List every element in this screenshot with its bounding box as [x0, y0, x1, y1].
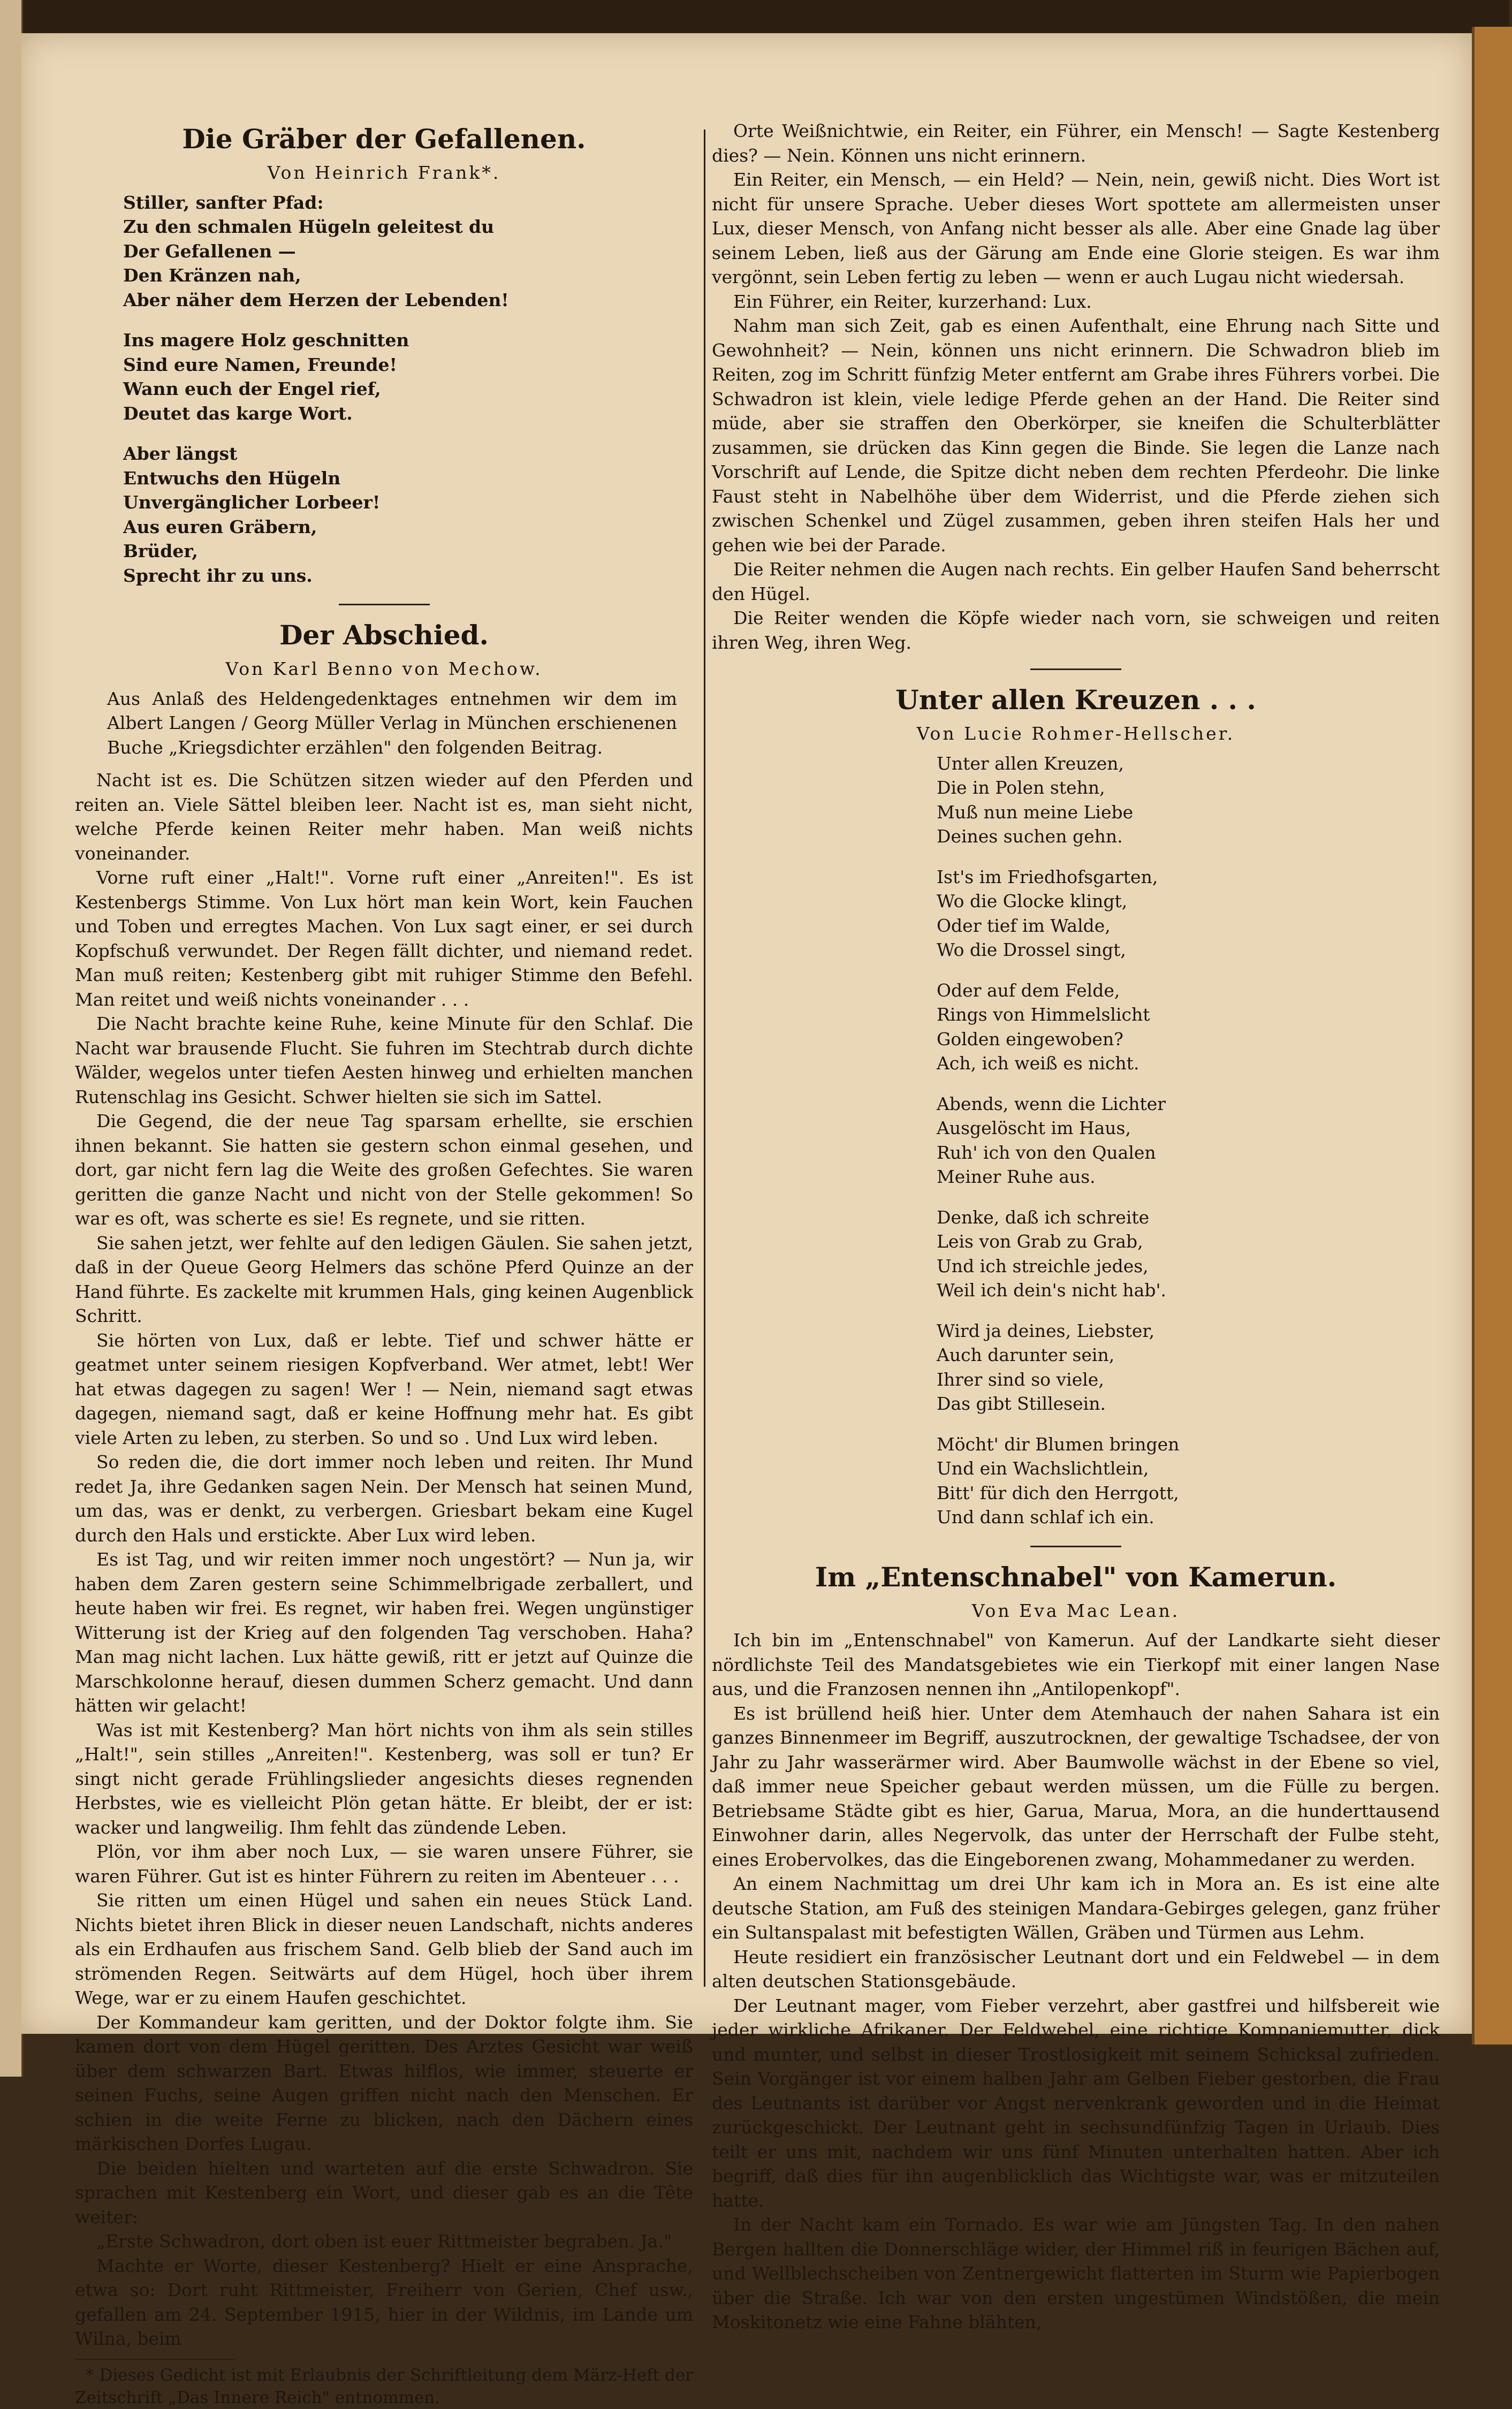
paragraph: Der Leutnant mager, vom Fieber verzehrt, aber gastfrei und hilfsbereit wie jeder wirkliche Afrikaner. Der Feldwebel, eine richtige Kompaniemutter, dick und munter, und selbst in dieser Trostlosigkeit mit seinem Schicksal zufrieden. Sein Vorgänger ist vor einem halben Jahr am Gelben Fieber gestorben, die Frau des Leutnants ist darüber vor Angst nervenkrank geworden und in die Heimat zurückgeschickt. Der Leutnant geht in sechsundfünfzig Tagen in Urlaub. Dies teilt er uns mit, nachdem wir uns fünf Minuten unterhalten hatten. Aber ich begriff, daß dies für ihn augenblicklich das Wichtigste war, was er mitzuteilen hatte.	[712, 1995, 1440, 2211]
poem-graeber	[75, 191, 693, 588]
poem-verse: Ihrer sind so viele,	[937, 1369, 1104, 1390]
poem-verse: Auch darunter sein,	[937, 1344, 1115, 1365]
paragraph: Vorne ruft einer „Halt!". Vorne ruft einer „Anreiten!". Es ist Kestenbergs Stimme. Von Lux hört man kein Wort, kein Fauchen und Toben und erregtes Machen. Von Lux sagt einer, er sei durch Kopfschuß verwundet. Der Regen fällt dichter, und niemand redet. Man muß reiten; Kestenberg gibt mit ruhiger Stimme den Befehl. Man reitet und weiß nichts voneinander . . .	[75, 867, 693, 1010]
poem-stanza	[75, 191, 693, 313]
poem-verse: Entwuchs den Hügeln	[123, 467, 341, 489]
poem-verse: Sprecht ihr zu uns.	[123, 565, 313, 586]
poem-verse: Aber längst	[123, 443, 238, 464]
poem-verse: Leis von Grab zu Grab,	[937, 1231, 1143, 1252]
paragraph: Die Reiter wenden die Köpfe wieder nach vorn, sie schweigen und reiten ihren Weg, ihren Weg.	[712, 607, 1440, 653]
poem-verse: Weil ich dein's nicht hab'.	[937, 1280, 1166, 1301]
poem-stanza	[712, 1205, 1440, 1303]
poem-stanza	[75, 442, 693, 588]
poem-stanza	[712, 1092, 1440, 1189]
poem-verse: Zu den schmalen Hügeln geleitest du	[123, 216, 495, 237]
article-intro: Aus Anlaß des Heldengedenktages entnehmen wir dem im Albert Langen / Georg Müller Verlag in München erschienenen Buche „Kriegsdichter erzählen" den folgenden Beitrag.	[107, 688, 677, 758]
poem-verse: Ist's im Friedhofsgarten,	[937, 866, 1158, 887]
poem-verse: Wo die Glocke klingt,	[937, 891, 1128, 911]
poem-verse: Oder auf dem Felde,	[937, 979, 1120, 1001]
paragraph: Orte Weißnichtwie, ein Reiter, ein Führer, ein Mensch! — Sagte Kestenberg dies? — Nein. Können uns nicht erinnern.	[712, 120, 1440, 166]
footnote: * Dieses Gedicht ist mit Erlaubnis der Schriftleitung dem März-Heft der Zeitschrift „Das Innere Reich" entnommen.	[75, 2365, 693, 2407]
article-byline-mechow: Von Karl Benno von Mechow.	[225, 658, 543, 679]
paragraph: Die Reiter nehmen die Augen nach rechts. Ein gelber Haufen Sand beherrscht den Hügel.	[712, 559, 1440, 604]
poem-stanza	[712, 1432, 1440, 1530]
poem-verse: Das gibt Stillesein.	[937, 1393, 1106, 1414]
article-title-kreuzen: Unter allen Kreuzen . . .	[895, 684, 1256, 716]
poem-stanza	[712, 751, 1440, 849]
paragraph: Ich bin im „Entenschnabel" von Kamerun. Auf der Landkarte sieht dieser nördlichste Teil des Mandatsgebietes wie ein Tierkopf mit einer langen Nase aus, und die Franzosen nennen ihn „Antilopenkopf".	[712, 1630, 1440, 1699]
poem-verse: Und dann schlaf ich ein.	[937, 1507, 1154, 1528]
poem-verse: Oder tief im Walde,	[937, 915, 1111, 936]
footnote-rule	[75, 2359, 235, 2360]
poem-verse: Der Gefallenen —	[123, 240, 296, 262]
paragraph: Heute residiert ein französischer Leutnant dort und ein Feldwebel — in dem alten deutschen Stationsgebäude.	[712, 1946, 1440, 1992]
poem-verse: Deines suchen gehn.	[937, 826, 1123, 847]
article-byline-maclean: Von Eva Mac Lean.	[971, 1600, 1180, 1621]
poem-verse: Bitt' für dich den Herrgott,	[937, 1482, 1179, 1503]
poem-kreuzen	[712, 751, 1440, 1530]
paragraph: „Erste Schwadron, dort oben ist euer Rittmeister begraben. Ja."	[96, 2231, 672, 2252]
poem-stanza	[75, 328, 693, 425]
paragraph: Es ist Tag, und wir reiten immer noch ungestört? — Nun ja, wir haben dem Zaren gestern seine Schimmelbrigade zerballert, und heute haben wir frei. Es regnet, wir haben frei. Wegen ungünstiger Witterung ist der Krieg auf den folgenden Tag verschoben. Haha? Man mag nicht lachen. Lux hätte gewiß, ritt er jetzt auf Quinze die Marschkolonne herauf, diesen dummen Scherz gemacht. Und dann hätten wir gelacht!	[75, 1549, 693, 1716]
newspaper-page	[21, 33, 1472, 2407]
scan-background-top	[0, 0, 1509, 33]
article-separator	[1030, 1546, 1121, 1547]
paragraph: Die Gegend, die der neue Tag sparsam erhellte, sie erschien ihnen bekannt. Sie hatten sie gestern schon einmal gesehen, und dort, gar nicht fern lag die Weite des großen Gefechtes. Sie waren geritten die ganze Nacht und nicht von der Stelle gekommen! So war es oft, was scherte es sie! Es regnete, und sie ritten.	[75, 1111, 693, 1229]
poem-verse: Rings von Himmelslicht	[937, 1004, 1150, 1025]
poem-verse: Möcht' dir Blumen bringen	[937, 1433, 1180, 1455]
poem-verse: Den Kränzen nah,	[123, 265, 301, 286]
paragraph: Ein Reiter, ein Mensch, — ein Held? — Nein, nein, gewiß nicht. Dies Wort ist nicht für unsere Sprache. Ueber dieses Wort spottete am allermeisten unser Lux, dieser Mensch, von Anfang nicht besser als alle. Aber eine Gnade lag über seinem Leben, ließ aus der Gärung am Ende eine Glorie steigen. Es war ihm vergönnt, sein Leben fertig zu leben — wenn er auch Lugau nicht wiedersah.	[712, 169, 1440, 287]
poem-verse: Ausgelöscht im Haus,	[937, 1118, 1131, 1138]
poem-verse: Und ein Wachslichtlein,	[937, 1458, 1149, 1479]
left-column	[75, 119, 693, 2407]
poem-verse: Sind eure Namen, Freunde!	[123, 354, 397, 375]
poem-verse: Deutet das karge Wort.	[123, 402, 353, 424]
paragraph: Ein Führer, ein Reiter, kurzerhand: Lux.	[733, 291, 1092, 312]
paragraph: Der Kommandeur kam geritten, und der Doktor folgte ihm. Sie kamen dort von dem Hügel geritten. Des Arztes Gesicht war weiß über dem schwarzen Bart. Etwas hilflos, wie immer, steuerte er seinen Fuchs, seine Augen griffen nicht nach den Menschen. Er schien in die weite Ferne zu blicken, nach den Dächern eines märkischen Dorfes Lugau.	[75, 2011, 693, 2154]
previous-page-edge	[0, 0, 23, 2077]
poem-verse: Unter allen Kreuzen,	[937, 753, 1124, 774]
paragraph: Nacht ist es. Die Schützen sitzen wieder auf den Pferden und reiten an. Viele Sättel bleiben leer. Nacht ist es, man sieht nicht, welche Pferde keinen Reiter mehr haben. Man weiß nichts voneinander.	[75, 770, 693, 864]
poem-verse: Aber näher dem Herzen der Lebenden!	[123, 289, 509, 310]
poem-verse: Die in Polen stehn,	[937, 777, 1105, 798]
paragraph: Die Nacht brachte keine Ruhe, keine Minute für den Schlaf. Die Nacht war brausende Flucht. Sie fuhren im Stechtrab durch dichte Wälder, wegelos unter tiefen Aesten hinweg und erhielten manchen Rutenschlag ins Gesicht. Schwer hielten sie sich im Sattel.	[75, 1013, 693, 1107]
column-rule	[704, 130, 705, 1987]
poem-verse: Wird ja deines, Liebster,	[937, 1320, 1155, 1341]
poem-stanza	[712, 1319, 1440, 1416]
article-separator	[339, 604, 430, 605]
article-title-abschied: Der Abschied.	[279, 619, 489, 651]
paragraph: Sie ritten um einen Hügel und sahen ein neues Stück Land. Nichts bietet ihren Blick in dieser neuen Landschaft, nichts anderes als ein Erdhaufen aus frischem Sand. Gelb blieb der Sand auch im strömenden Regen. Seitwärts auf dem Hügel, hoch über ihrem Wege, war er zu einem Haufen geschichtet.	[75, 1890, 693, 2008]
poem-stanza	[712, 865, 1440, 962]
poem-verse: Ach, ich weiß es nicht.	[937, 1053, 1139, 1074]
poem-verse: Unvergänglicher Lorbeer!	[123, 492, 381, 513]
paragraph: Sie hörten von Lux, daß er lebte. Tief und schwer hätte er geatmet unter seinem riesigen Kopfverband. Wer atmet, lebt! Wer hat etwas dagegen zu sagen! Wer ! — Nein, niemand sagt etwas dagegen, niemand sagt, daß er keine Hoffnung mehr hat. Es gibt viele Arten zu leben, zu sterben. So und so . Und Lux wird leben.	[75, 1329, 693, 1448]
paragraph: Machte er Worte, dieser Kestenberg? Hielt er eine Ansprache, etwa so: Dort ruht Rittmeister, Freiherr von Gerien, Chef usw., gefallen am 24. September 1915, hier in der Wildnis, im Lande um Wilna, beim	[75, 2255, 693, 2349]
poem-verse: Muß nun meine Liebe	[937, 801, 1134, 823]
poem-verse: Meiner Ruhe aus.	[937, 1166, 1096, 1187]
poem-verse: Wann euch der Engel rief,	[123, 378, 381, 399]
article-byline-rohmer: Von Lucie Rohmer-Hellscher.	[916, 723, 1235, 744]
paragraph: In der Nacht kam ein Tornado. Es war wie am Jüngsten Tag. In den nahen Bergen hallten die Donnerschläge wider, der Himmel riß in feurigen Bächen auf, und Wellblechscheiben von Zentnergewicht flatterten im Sturm wie Papierbogen über die Straße. Ich war von den ersten ungestümen Windstößen, die mein Moskitonetz wie eine Fahne blähten,	[712, 2214, 1440, 2332]
article-separator	[1030, 668, 1121, 670]
poem-verse: Und ich streichle jedes,	[937, 1255, 1149, 1276]
paragraph: Nahm man sich Zeit, gab es einen Aufenthalt, eine Ehrung nach Sitte und Gewohnheit? — Nein, können uns nicht erinnern. Die Schwadron blieb im Reiten, zog im Schritt fünfzig Meter entfernt am Grabe ihres Führers vorbei. Die Schwadron ist klein, viele ledige Pferde gehen an der Hand. Die Reiter sind müde, aber sie straffen den Oberkörper, sie kneifen die Schulterblätter zusammen, sie drücken das Kinn gegen die Binde. Sie legen die Lanze nach Vorschrift auf Lende, die Spitze dicht neben dem rechten Pferdeohr. Die linke Faust steht in Nabelhöhe über dem Widerrist, und die Pferde ziehen sich zwischen Schenkel und Zügel zusammen, geben ihren steifen Hals her und gehen wie bei der Parade.	[712, 315, 1440, 556]
paragraph: An einem Nachmittag um drei Uhr kam ich in Mora an. Es ist eine alte deutsche Station, am Fuß des steinigen Mandara-Gebirges gelegen, ganz früher ein Sultanspalast mit befestigten Wällen, Gräben und Türmen aus Lehm.	[712, 1873, 1440, 1943]
poem-verse: Wo die Drossel singt,	[937, 939, 1126, 960]
paragraph: Was ist mit Kestenberg? Man hört nichts von ihm als sein stilles „Halt!", sein stilles „Anreiten!". Kestenberg, was soll er tun? Er singt nicht gerade Frühlingslieder angesichts dieses regnenden Herbstes, wie es vielleicht Plön getan hätte. Er bleibt, der er ist: wacker und langweilig. Ihm fehlt das zündende Leben.	[75, 1719, 693, 1838]
paragraph: Sie sahen jetzt, wer fehlte auf den ledigen Gäulen. Sie sahen jetzt, daß in der Queue Georg Helmers das schöne Pferd Quinze an der Hand führte. Es zackelte mit krummen Hals, ging keinen Augenblick Schritt.	[75, 1232, 693, 1326]
paragraph: Es ist brüllend heiß hier. Unter dem Atemhauch der nahen Sahara ist ein ganzes Binnenmeer im Begriff, auszutrocknen, der gewaltige Tschadsee, der von Jahr zu Jahr wasserärmer wird. Aber Baumwolle wächst in der Ebene so viel, daß immer neue Speicher gebaut werden müssen, um die Fülle zu bergen. Betriebsame Städte gibt es hier, Garua, Marua, Mora, an die hunderttausend Einwohner darin, alles Negervolk, das unter der Herrschaft der Fulbe steht, eines Erobervolkes, das die Eingeborenen zwang, Mohammedaner zu werden.	[712, 1703, 1440, 1870]
right-column	[712, 119, 1440, 2332]
paragraph: Die beiden hielten und warteten auf die erste Schwadron. Sie sprachen mit Kestenberg ein Wort, und dieser gab es an die Tête weiter:	[75, 2157, 693, 2228]
poem-verse: Abends, wenn die Lichter	[937, 1093, 1166, 1114]
book-binding-edge	[1472, 27, 1512, 2045]
poem-verse: Stiller, sanfter Pfad:	[123, 192, 324, 213]
paragraph: So reden die, die dort immer noch leben und reiten. Ihr Mund redet Ja, ihre Gedanken sagen Nein. Der Mensch hat seinen Mund, um das, was er denkt, zu verbergen. Griesbart bekam eine Kugel durch den Hals und erstickte. Aber Lux wird leben.	[75, 1452, 693, 1546]
poem-stanza	[712, 978, 1440, 1076]
article-title-kamerun: Im „Entenschnabel" von Kamerun.	[815, 1561, 1337, 1593]
article-body-abschied	[75, 768, 693, 2351]
poem-verse: Brüder,	[123, 541, 198, 561]
article-body-abschied-continued	[712, 119, 1440, 655]
poem-verse: Aus euren Gräbern,	[123, 516, 317, 537]
poem-verse: Ruh' ich von den Qualen	[937, 1142, 1156, 1163]
poem-verse: Golden eingewoben?	[937, 1028, 1123, 1050]
poem-verse: Ins magere Holz geschnitten	[123, 330, 409, 351]
article-byline-frank: Von Heinrich Frank*.	[267, 162, 501, 183]
article-body-kamerun	[712, 1628, 1440, 2335]
article-title-graeber: Die Gräber der Gefallenen.	[182, 123, 586, 155]
paragraph: Plön, vor ihm aber noch Lux, — sie waren unsere Führer, sie waren Führer. Gut ist es hinter Führern zu reiten im Abenteuer . . .	[75, 1841, 693, 1887]
poem-verse: Denke, daß ich schreite	[937, 1206, 1150, 1228]
